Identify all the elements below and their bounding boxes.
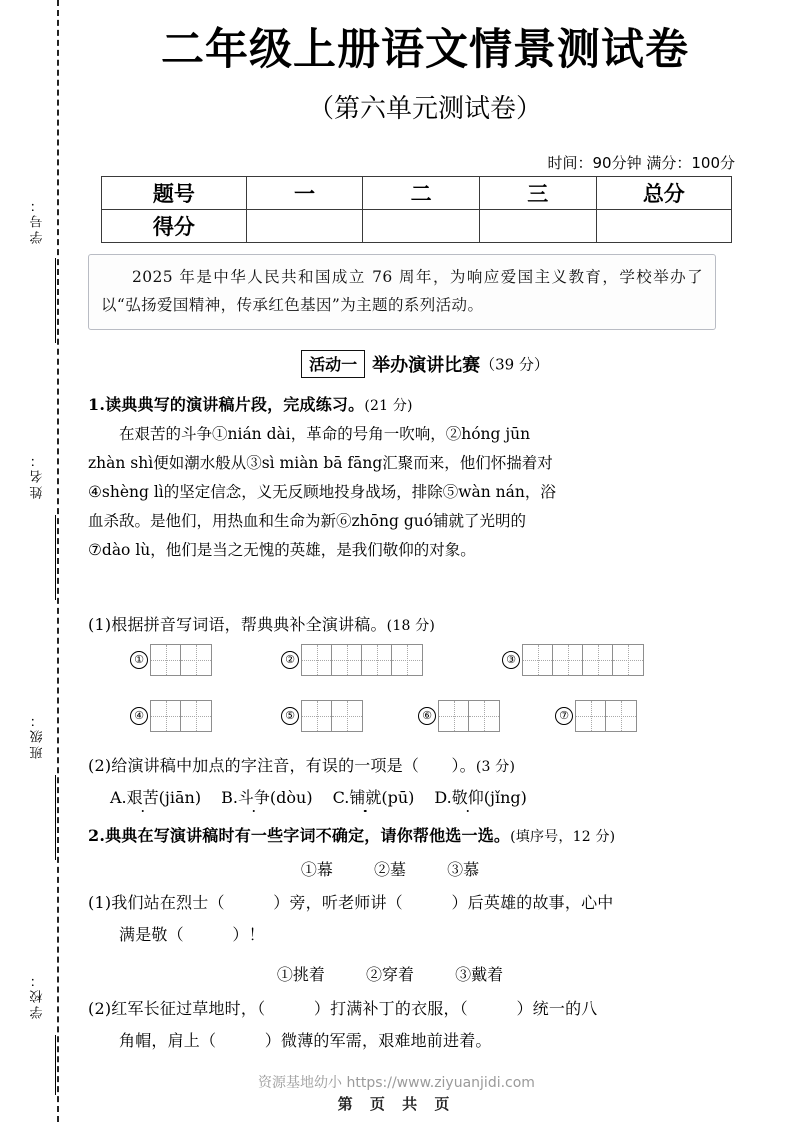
option-a-pinyin: (jiān) bbox=[158, 788, 202, 807]
sidebar-label-name: 姓名： bbox=[30, 451, 46, 499]
writing-grid-group-2[interactable] bbox=[281, 644, 423, 676]
question-1-number: 1. bbox=[88, 395, 106, 414]
grid-index-label: ④ bbox=[130, 707, 148, 725]
score-cell-1[interactable] bbox=[246, 210, 363, 243]
grid-cell[interactable] bbox=[181, 645, 211, 675]
option-a-word: 艰苦 bbox=[126, 788, 159, 807]
sentence-text: 角帽，肩上（ ）微薄的军需，艰难地前进着。 bbox=[119, 1031, 492, 1050]
grid-cell[interactable] bbox=[362, 645, 392, 675]
question-1-points: (21 分) bbox=[364, 398, 413, 414]
scenario-intro-box bbox=[88, 254, 716, 330]
choice-option[interactable]: ②墓 bbox=[373, 860, 406, 879]
question-2-text: 典典在写演讲稿时有一些字词不确定，请你帮他选一选。 bbox=[105, 826, 511, 845]
writing-grid-group-1[interactable] bbox=[130, 644, 212, 676]
exam-info: 时间：90分钟 满分：100分 bbox=[547, 154, 735, 172]
grid-cell[interactable] bbox=[469, 701, 499, 731]
option-c[interactable] bbox=[333, 785, 415, 808]
grid-cell[interactable] bbox=[553, 645, 583, 675]
tianzige-grid[interactable] bbox=[522, 644, 644, 676]
tianzige-grid[interactable] bbox=[575, 700, 637, 732]
option-c-word: 铺就 bbox=[349, 788, 382, 807]
question-2-choice-set-1 bbox=[150, 857, 630, 880]
passage-line: 血杀敌。是他们，用热血和生命为新⑥zhōng guó铺就了光明的 bbox=[88, 512, 527, 530]
sidebar-label-class: 班级： bbox=[30, 711, 46, 759]
score-cell-3[interactable] bbox=[479, 210, 596, 243]
page-title: 二年级上册语文情景测试卷 bbox=[161, 25, 689, 75]
writing-grid-group-3[interactable] bbox=[502, 644, 644, 676]
score-cell-2[interactable] bbox=[363, 210, 480, 243]
sub-question-text: 根据拼音写词语，帮典典补全演讲稿。 bbox=[111, 615, 387, 634]
score-table bbox=[101, 176, 732, 243]
sub-question-label: (2) bbox=[88, 756, 112, 775]
sidebar-label-school: 学校： bbox=[30, 971, 46, 1019]
writing-grid-row-1 bbox=[88, 644, 733, 682]
question-1-text: 读典典写的演讲稿片段，完成练习。 bbox=[105, 395, 365, 414]
sentence-text: 满是敬（ ）！ bbox=[119, 925, 265, 944]
writing-grid-group-7[interactable] bbox=[555, 700, 637, 732]
choice-option[interactable]: ③戴着 bbox=[455, 965, 504, 984]
grid-cell[interactable] bbox=[392, 645, 422, 675]
sub-question-label: (2) bbox=[88, 999, 112, 1018]
grid-cell[interactable] bbox=[606, 701, 636, 731]
question-2-sentence-1-line-2 bbox=[119, 922, 764, 945]
sub-question-label: (1) bbox=[88, 615, 112, 634]
score-table-row-label: 题号 bbox=[102, 177, 247, 210]
choice-option[interactable]: ③慕 bbox=[447, 860, 480, 879]
writing-grid-row-2 bbox=[88, 700, 733, 738]
question-1-sub-2-prompt bbox=[88, 753, 733, 776]
question-2-prompt bbox=[88, 823, 733, 846]
student-info-sidebar bbox=[18, 0, 58, 1122]
grid-cell[interactable] bbox=[151, 645, 181, 675]
option-b[interactable] bbox=[221, 785, 313, 808]
sub-question-text: 给演讲稿中加点的字注音，有误的一项是（ ）。 bbox=[111, 756, 476, 775]
activity-heading bbox=[57, 350, 793, 378]
grid-cell[interactable] bbox=[439, 701, 469, 731]
sentence-text: 红军长征过草地时，（ ）打满补丁的衣服，（ ）统一的八 bbox=[111, 999, 598, 1018]
page-subtitle: （第六单元测试卷） bbox=[307, 94, 542, 124]
tianzige-grid[interactable] bbox=[301, 644, 423, 676]
watermark-text: 资源基地幼小 https://www.ziyuanjidi.com bbox=[258, 1075, 535, 1091]
tianzige-grid[interactable] bbox=[150, 700, 212, 732]
question-2-sentence-2-line-2 bbox=[119, 1028, 764, 1051]
score-table-col-2: 二 bbox=[363, 177, 480, 210]
option-d[interactable] bbox=[434, 785, 526, 808]
score-table-row-label: 得分 bbox=[102, 210, 247, 243]
grid-cell[interactable] bbox=[181, 701, 211, 731]
grid-cell[interactable] bbox=[583, 645, 613, 675]
sidebar-rule-3 bbox=[55, 775, 56, 860]
tianzige-grid[interactable] bbox=[150, 644, 212, 676]
passage-line: 在艰苦的斗争①nián dài，革命的号角一吹响，②hóng jūn bbox=[88, 425, 531, 443]
passage-line: ⑦dào lù，他们是当之无愧的英雄，是我们敬仰的对象。 bbox=[88, 541, 476, 559]
passage-line: ④shèng lì的坚定信念，义无反顾地投身战场，排除⑤wàn nán，浴 bbox=[88, 483, 556, 501]
score-table-col-total: 总分 bbox=[596, 177, 731, 210]
sub-question-points: (3 分) bbox=[475, 759, 516, 775]
question-2-number: 2. bbox=[88, 826, 106, 845]
grid-cell[interactable] bbox=[523, 645, 553, 675]
activity-name: 举办演讲比赛 bbox=[372, 355, 481, 376]
choice-option[interactable]: ①幕 bbox=[300, 860, 333, 879]
sidebar-rule-2 bbox=[55, 515, 56, 600]
grid-index-label: ⑦ bbox=[555, 707, 573, 725]
writing-grid-group-5[interactable] bbox=[281, 700, 363, 732]
grid-cell[interactable] bbox=[576, 701, 606, 731]
option-a-letter: A. bbox=[110, 788, 127, 807]
table-row bbox=[102, 210, 732, 243]
score-table-col-3: 三 bbox=[479, 177, 596, 210]
sentence-text: 我们站在烈士（ ）旁，听老师讲（ ）后英雄的故事，心中 bbox=[111, 893, 614, 912]
grid-index-label: ① bbox=[130, 651, 148, 669]
question-1-sub-2-options bbox=[110, 785, 755, 808]
option-a[interactable] bbox=[110, 785, 201, 808]
sidebar-rule-1 bbox=[55, 258, 56, 343]
option-c-letter: C. bbox=[332, 788, 350, 807]
grid-index-label: ② bbox=[281, 651, 299, 669]
sub-question-label: (1) bbox=[88, 893, 112, 912]
writing-grid-group-4[interactable] bbox=[130, 700, 212, 732]
option-d-letter: D. bbox=[434, 788, 452, 807]
question-2-sentence-2-line-1 bbox=[88, 996, 733, 1019]
activity-points: （39 分） bbox=[480, 355, 549, 374]
option-b-word: 斗争 bbox=[237, 788, 270, 807]
scenario-intro-text: 2025 年是中华人民共和国成立 76 周年，为响应爱国主义教育，学校举办了以“弘扬爱国精神，传承红色基因”为主题的系列活动。 bbox=[101, 268, 703, 314]
activity-tag: 活动一 bbox=[301, 350, 365, 378]
sub-question-points: (18 分) bbox=[386, 618, 436, 634]
question-1-passage bbox=[88, 420, 733, 565]
writing-grid-group-6[interactable] bbox=[418, 700, 500, 732]
grid-cell[interactable] bbox=[302, 645, 332, 675]
grid-cell[interactable] bbox=[302, 701, 332, 731]
choice-option[interactable]: ②穿着 bbox=[365, 965, 414, 984]
option-d-pinyin: (jǐng) bbox=[483, 788, 527, 807]
option-d-word: 敬仰 bbox=[451, 788, 484, 807]
question-2-sentence-1-line-1 bbox=[88, 890, 733, 913]
passage-line: zhàn shì便如潮水般从③sì miàn bā fāng汇聚而来，他们怀揣着对 bbox=[88, 454, 553, 472]
grid-cell[interactable] bbox=[151, 701, 181, 731]
tianzige-grid[interactable] bbox=[438, 700, 500, 732]
score-table-col-1: 一 bbox=[246, 177, 363, 210]
question-1-prompt bbox=[88, 392, 733, 415]
question-2-points: (填序号，12 分) bbox=[510, 829, 616, 845]
question-1-sub-1-prompt bbox=[88, 612, 733, 635]
grid-index-label: ⑥ bbox=[418, 707, 436, 725]
grid-cell[interactable] bbox=[613, 645, 643, 675]
grid-index-label: ③ bbox=[502, 651, 520, 669]
question-2-choice-set-2 bbox=[150, 962, 630, 985]
option-c-pinyin: (pū) bbox=[381, 788, 415, 807]
grid-cell[interactable] bbox=[332, 645, 362, 675]
grid-cell[interactable] bbox=[332, 701, 362, 731]
table-row bbox=[102, 177, 732, 210]
score-cell-total[interactable] bbox=[596, 210, 731, 243]
sidebar-label-student-id: 学号： bbox=[30, 196, 46, 244]
option-b-pinyin: (dòu) bbox=[269, 788, 313, 807]
grid-index-label: ⑤ bbox=[281, 707, 299, 725]
page-indicator: 第 页 共 页 bbox=[337, 1095, 456, 1113]
choice-option[interactable]: ①挑着 bbox=[276, 965, 325, 984]
option-b-letter: B. bbox=[221, 788, 238, 807]
tianzige-grid[interactable] bbox=[301, 700, 363, 732]
